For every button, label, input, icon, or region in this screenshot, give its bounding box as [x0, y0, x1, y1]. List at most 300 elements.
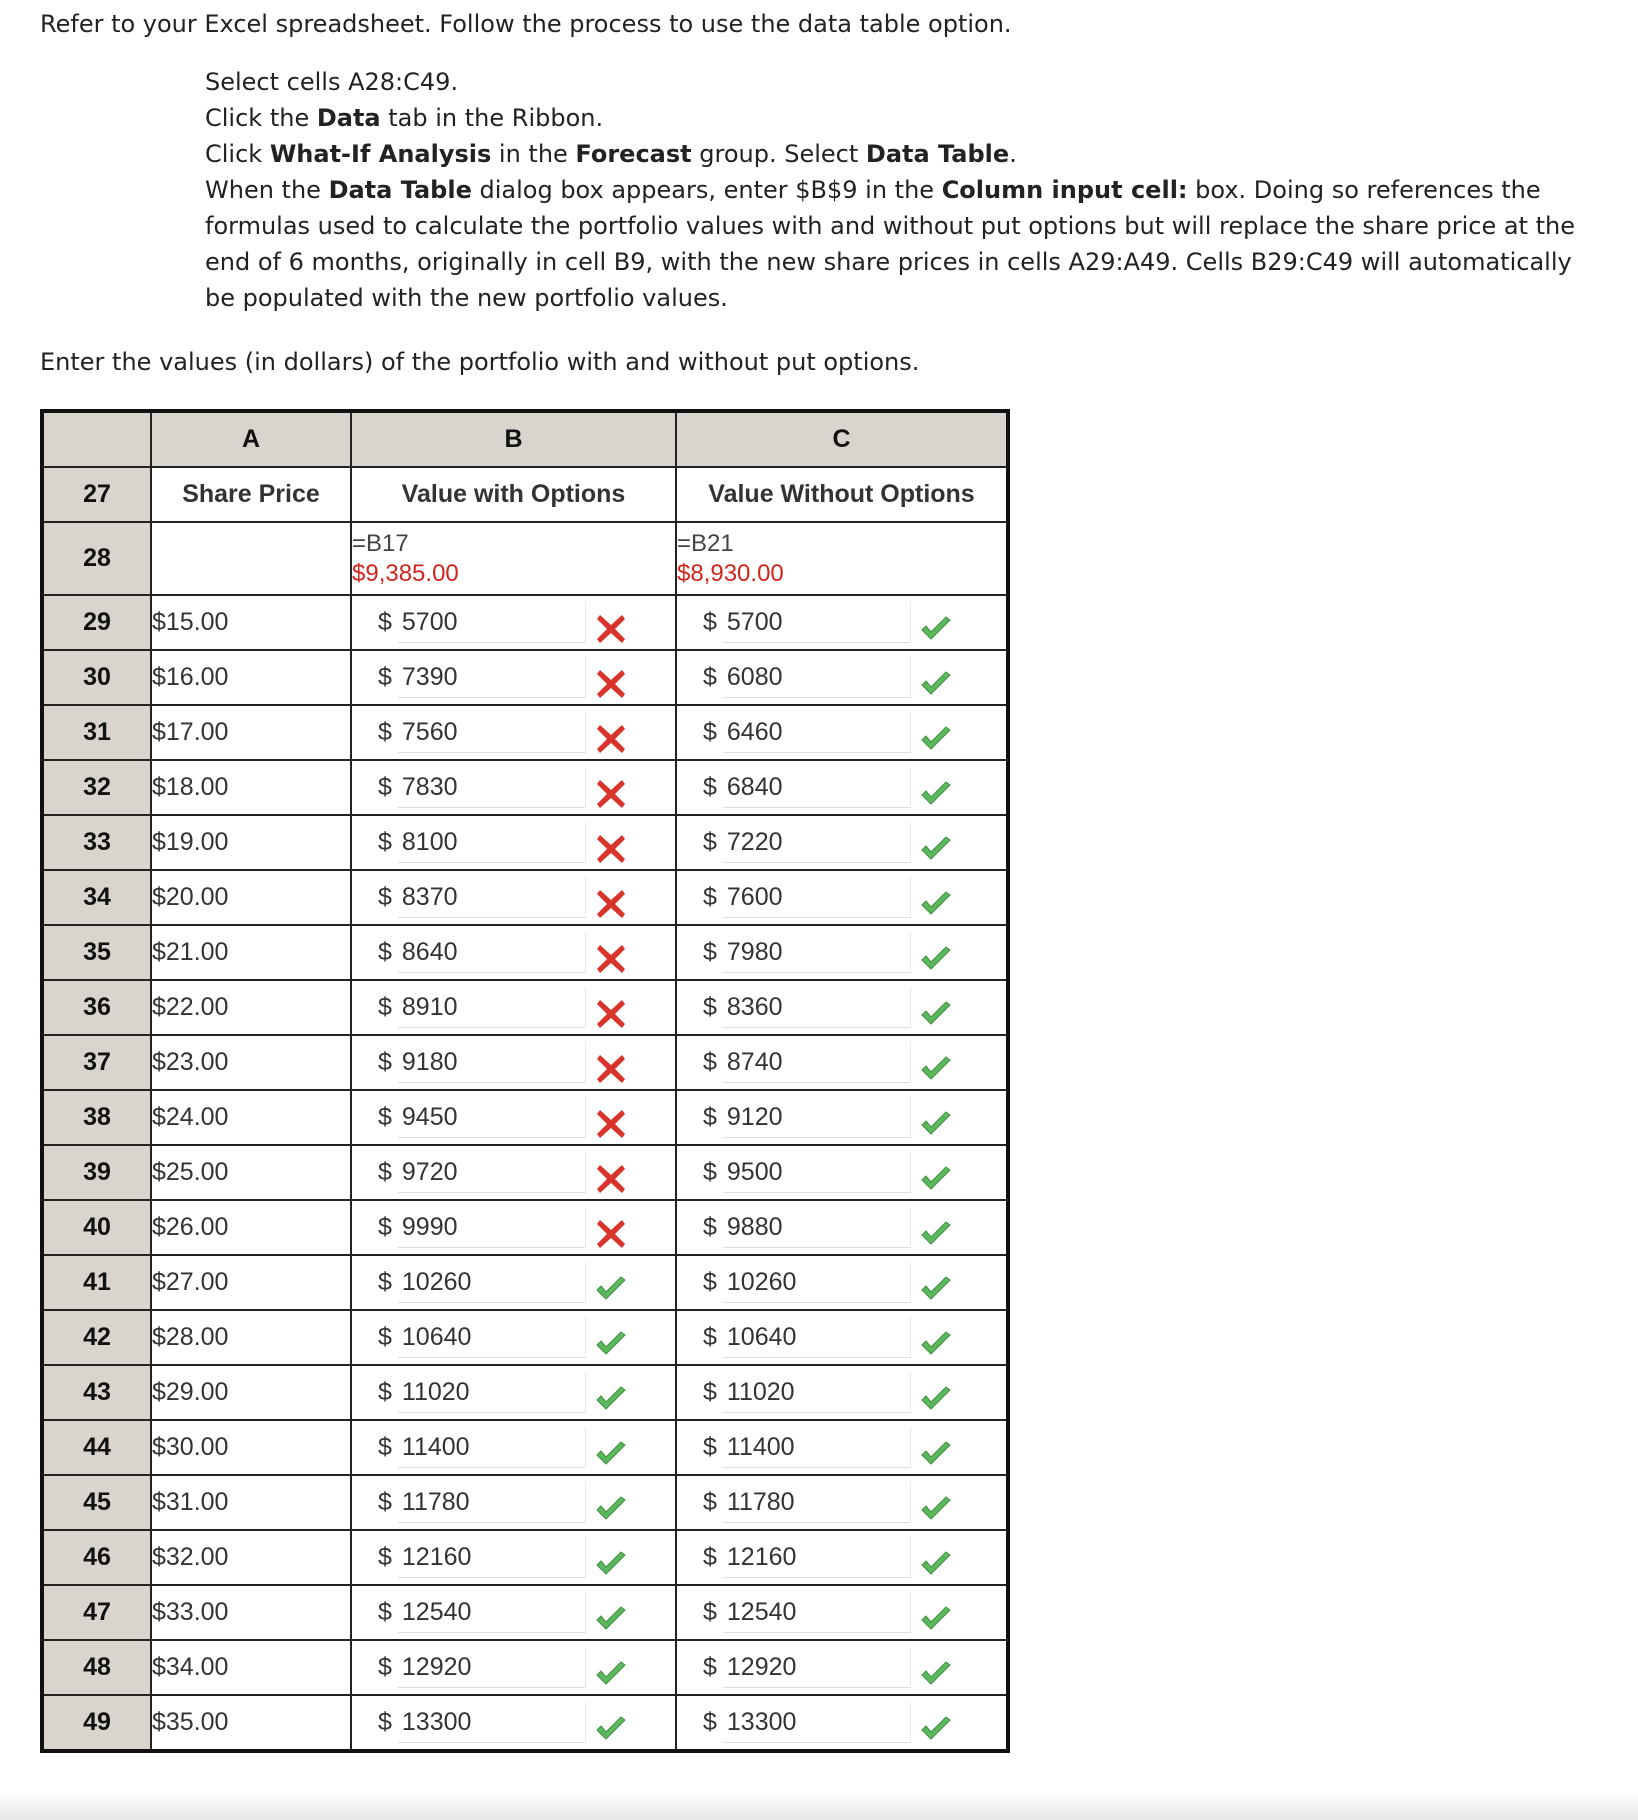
dollar-sign: $ [703, 1543, 717, 1571]
x-icon [594, 722, 628, 756]
table-row [42, 1255, 1008, 1310]
share-price-cell: $21.00 [151, 925, 351, 980]
answer-input[interactable]: 10640 [398, 1317, 586, 1358]
check-icon [594, 1272, 628, 1306]
answer-wrapper [677, 926, 1006, 979]
answer-input[interactable]: 8740 [723, 1042, 911, 1083]
row-number: 49 [42, 1695, 151, 1751]
table-row [42, 522, 1008, 595]
share-price-cell: $23.00 [151, 1035, 351, 1090]
check-icon [919, 887, 953, 921]
share-price-cell: $34.00 [151, 1640, 351, 1695]
page-bottom-fade [0, 1790, 1638, 1820]
dollar-sign: $ [378, 1378, 392, 1406]
answer-wrapper [677, 1366, 1006, 1419]
answer-wrapper [677, 761, 1006, 814]
question-prompt: Enter the values (in dollars) of the portfolio with and without put options. [40, 348, 920, 376]
dollar-sign: $ [378, 663, 392, 691]
dollar-sign: $ [378, 1598, 392, 1626]
value-with-options-cell [351, 1255, 676, 1310]
dollar-sign: $ [378, 1708, 392, 1736]
instruction-step [205, 172, 1605, 316]
dollar-sign: $ [703, 1268, 717, 1296]
table-row [42, 1530, 1008, 1585]
check-icon [594, 1547, 628, 1581]
check-icon [919, 1052, 953, 1086]
answer-input[interactable]: 7980 [723, 932, 911, 973]
answer-input[interactable]: 13300 [398, 1702, 586, 1743]
answer-wrapper [677, 1256, 1006, 1309]
value-without-options-cell [676, 1585, 1008, 1640]
table-row [42, 650, 1008, 705]
table-row [42, 815, 1008, 870]
check-icon [919, 722, 953, 756]
table-row [42, 1585, 1008, 1640]
bold-term: Data Table [328, 176, 472, 204]
value-without-options-cell [676, 870, 1008, 925]
value-with-options-cell [351, 1475, 676, 1530]
row-number: 39 [42, 1145, 151, 1200]
x-icon [594, 667, 628, 701]
answer-input[interactable]: 10640 [723, 1317, 911, 1358]
step-text: dialog box appears, enter $B$9 in the [471, 176, 942, 204]
row-number: 40 [42, 1200, 151, 1255]
dollar-sign: $ [703, 1213, 717, 1241]
table-row [42, 760, 1008, 815]
check-icon [594, 1712, 628, 1746]
row-number: 32 [42, 760, 151, 815]
dollar-sign: $ [703, 883, 717, 911]
value-with-options-header: Value with Options [351, 467, 676, 522]
dollar-sign: $ [378, 608, 392, 636]
check-icon [919, 1217, 953, 1251]
check-icon [919, 1657, 953, 1691]
intro-text: Refer to your Excel spreadsheet. Follow the process to use the data table option. [40, 10, 1012, 38]
dollar-sign: $ [378, 1653, 392, 1681]
row-number: 43 [42, 1365, 151, 1420]
value-without-options-cell [676, 1420, 1008, 1475]
answer-wrapper [352, 1091, 675, 1144]
share-price-cell: $26.00 [151, 1200, 351, 1255]
answer-input[interactable]: 11020 [723, 1372, 911, 1413]
answer-wrapper [352, 1366, 675, 1419]
instruction-step [205, 100, 1605, 136]
dollar-sign: $ [703, 938, 717, 966]
answer-input[interactable]: 11020 [398, 1372, 586, 1413]
bold-term: Forecast [575, 140, 692, 168]
answer-input[interactable]: 9880 [723, 1207, 911, 1248]
dollar-sign: $ [378, 828, 392, 856]
check-icon [919, 667, 953, 701]
row-number: 34 [42, 870, 151, 925]
step-text: box. Doing so references the formulas used to calculate the portfolio values with and without put options but will replace the share price at the end of 6 months, originally in cell B9, with the new share prices in cells A29:A49. Cells B29:C49 will automatically be populated with the new portfolio values. [205, 176, 1575, 312]
share-price-cell: $25.00 [151, 1145, 351, 1200]
table-row [42, 980, 1008, 1035]
instruction-step [205, 136, 1605, 172]
answer-wrapper [352, 981, 675, 1034]
dollar-sign: $ [378, 1488, 392, 1516]
dollar-sign: $ [703, 1433, 717, 1461]
answer-wrapper [677, 871, 1006, 924]
check-icon [594, 1492, 628, 1526]
dollar-sign: $ [378, 1543, 392, 1571]
step-text: tab in the Ribbon. [380, 104, 604, 132]
check-icon [919, 1492, 953, 1526]
answer-input[interactable]: 8370 [398, 877, 586, 918]
value-without-options-cell [676, 1145, 1008, 1200]
answer-wrapper [352, 1531, 675, 1584]
dollar-sign: $ [703, 1598, 717, 1626]
dollar-sign: $ [703, 608, 717, 636]
dollar-sign: $ [703, 1323, 717, 1351]
value-without-options-cell [676, 1640, 1008, 1695]
answer-wrapper [677, 1036, 1006, 1089]
answer-wrapper [352, 596, 675, 649]
check-icon [919, 1602, 953, 1636]
check-icon [594, 1602, 628, 1636]
x-icon [594, 887, 628, 921]
answer-input[interactable]: 7600 [723, 877, 911, 918]
answer-input[interactable]: 5700 [398, 602, 586, 643]
answer-wrapper [352, 1256, 675, 1309]
check-icon [919, 832, 953, 866]
dollar-sign: $ [378, 993, 392, 1021]
dollar-sign: $ [378, 1268, 392, 1296]
row-number: 31 [42, 705, 151, 760]
x-icon [594, 997, 628, 1031]
x-icon [594, 777, 628, 811]
dollar-sign: $ [703, 1653, 717, 1681]
share-price-cell: $20.00 [151, 870, 351, 925]
answer-input[interactable]: 13300 [723, 1702, 911, 1743]
dollar-sign: $ [703, 1488, 717, 1516]
value-without-options-cell [676, 980, 1008, 1035]
share-price-cell: $29.00 [151, 1365, 351, 1420]
answer-wrapper [677, 1586, 1006, 1639]
answer-wrapper [352, 871, 675, 924]
check-icon [919, 942, 953, 976]
dollar-sign: $ [703, 993, 717, 1021]
formula-cell-b28 [351, 522, 676, 595]
table-row [42, 925, 1008, 980]
row-number: 41 [42, 1255, 151, 1310]
answer-wrapper [677, 706, 1006, 759]
value-without-options-cell [676, 815, 1008, 870]
answer-wrapper [677, 816, 1006, 869]
check-icon [594, 1382, 628, 1416]
table-row [42, 1475, 1008, 1530]
table-row [42, 1310, 1008, 1365]
share-price-cell: $32.00 [151, 1530, 351, 1585]
check-icon [919, 1162, 953, 1196]
answer-wrapper [677, 596, 1006, 649]
answer-wrapper [352, 1586, 675, 1639]
answer-input[interactable]: 10260 [723, 1262, 911, 1303]
step-text: Click the [205, 104, 317, 132]
formula-cell-c28 [676, 522, 1008, 595]
row-number: 30 [42, 650, 151, 705]
share-price-cell: $24.00 [151, 1090, 351, 1145]
x-icon [594, 612, 628, 646]
dollar-sign: $ [703, 828, 717, 856]
table-row [42, 1695, 1008, 1751]
value-without-options-cell [676, 595, 1008, 650]
check-icon [919, 1547, 953, 1581]
answer-wrapper [352, 1311, 675, 1364]
check-icon [919, 1382, 953, 1416]
dollar-sign: $ [378, 718, 392, 746]
table-row [42, 1640, 1008, 1695]
check-icon [594, 1657, 628, 1691]
check-icon [919, 1712, 953, 1746]
formula-text: =B21 [677, 529, 734, 557]
value-without-options-cell [676, 925, 1008, 980]
value-with-options-cell [351, 925, 676, 980]
answer-input[interactable]: 11780 [398, 1482, 586, 1523]
bold-term: Column input cell: [941, 176, 1188, 204]
dollar-sign: $ [378, 773, 392, 801]
bold-term: Data [316, 104, 381, 132]
value-without-options-cell [676, 650, 1008, 705]
answer-input[interactable]: 12160 [398, 1537, 586, 1578]
check-icon [919, 777, 953, 811]
table-row [42, 870, 1008, 925]
answer-input[interactable]: 9500 [723, 1152, 911, 1193]
share-price-cell: $30.00 [151, 1420, 351, 1475]
share-price-cell: $19.00 [151, 815, 351, 870]
answer-input[interactable]: 10260 [398, 1262, 586, 1303]
dollar-sign: $ [703, 718, 717, 746]
share-price-cell: $35.00 [151, 1695, 351, 1751]
check-icon [919, 1327, 953, 1361]
check-icon [919, 1107, 953, 1141]
value-with-options-cell [351, 595, 676, 650]
answer-wrapper [677, 1311, 1006, 1364]
answer-input[interactable]: 9990 [398, 1207, 586, 1248]
answer-input[interactable]: 12160 [723, 1537, 911, 1578]
share-price-header: Share Price [151, 467, 351, 522]
answer-wrapper [352, 1421, 675, 1474]
instruction-steps [205, 64, 1605, 316]
dollar-sign: $ [378, 1048, 392, 1076]
dollar-sign: $ [703, 1103, 717, 1131]
column-header-c: C [676, 411, 1008, 467]
check-icon [919, 1437, 953, 1471]
check-icon [919, 1272, 953, 1306]
x-icon [594, 1052, 628, 1086]
check-icon [919, 612, 953, 646]
step-text: When the [205, 176, 329, 204]
step-text: in the [491, 140, 576, 168]
table-row [42, 1420, 1008, 1475]
answer-wrapper [352, 706, 675, 759]
x-icon [594, 832, 628, 866]
column-header-a: A [151, 411, 351, 467]
empty-cell [151, 522, 351, 595]
x-icon [594, 1107, 628, 1141]
dollar-sign: $ [703, 1048, 717, 1076]
formula-value: $8,930.00 [677, 559, 784, 587]
dollar-sign: $ [378, 1433, 392, 1461]
answer-input[interactable]: 6460 [723, 712, 911, 753]
dollar-sign: $ [378, 1103, 392, 1131]
answer-wrapper [352, 1641, 675, 1694]
step-text: Select cells A28:C49. [205, 68, 459, 96]
column-header-row [42, 411, 1008, 467]
share-price-cell: $18.00 [151, 760, 351, 815]
value-with-options-cell [351, 1090, 676, 1145]
row-number: 27 [42, 467, 151, 522]
value-with-options-cell [351, 870, 676, 925]
answer-wrapper [677, 1421, 1006, 1474]
answer-wrapper [677, 981, 1006, 1034]
table-row [42, 1365, 1008, 1420]
answer-wrapper [352, 761, 675, 814]
answer-input[interactable]: 8910 [398, 987, 586, 1028]
value-with-options-cell [351, 1145, 676, 1200]
value-without-options-cell [676, 1310, 1008, 1365]
value-with-options-cell [351, 1365, 676, 1420]
value-with-options-cell [351, 980, 676, 1035]
answer-input[interactable]: 7560 [398, 712, 586, 753]
answer-input[interactable]: 12920 [723, 1647, 911, 1688]
answer-input[interactable]: 9120 [723, 1097, 911, 1138]
answer-input[interactable]: 8100 [398, 822, 586, 863]
row-number: 45 [42, 1475, 151, 1530]
value-with-options-cell [351, 760, 676, 815]
table-row [42, 1145, 1008, 1200]
row-number: 38 [42, 1090, 151, 1145]
dollar-sign: $ [378, 1323, 392, 1351]
table-row [42, 705, 1008, 760]
corner-cell [42, 411, 151, 467]
dollar-sign: $ [703, 773, 717, 801]
value-with-options-cell [351, 1035, 676, 1090]
table-row [42, 467, 1008, 522]
value-with-options-cell [351, 705, 676, 760]
x-icon [594, 942, 628, 976]
step-text: Click [205, 140, 270, 168]
row-number: 46 [42, 1530, 151, 1585]
row-number: 29 [42, 595, 151, 650]
value-without-options-header: Value Without Options [676, 467, 1008, 522]
answer-input[interactable]: 11400 [723, 1427, 911, 1468]
check-icon [594, 1437, 628, 1471]
instruction-step [205, 64, 1605, 100]
dollar-sign: $ [703, 1378, 717, 1406]
answer-input[interactable]: 9450 [398, 1097, 586, 1138]
value-with-options-cell [351, 1310, 676, 1365]
value-with-options-cell [351, 815, 676, 870]
answer-input[interactable]: 11400 [398, 1427, 586, 1468]
table-row [42, 1090, 1008, 1145]
answer-input[interactable]: 12540 [398, 1592, 586, 1633]
value-without-options-cell [676, 1695, 1008, 1751]
row-number: 33 [42, 815, 151, 870]
answer-input[interactable]: 7830 [398, 767, 586, 808]
formula-value: $9,385.00 [352, 559, 459, 587]
answer-wrapper [677, 651, 1006, 704]
step-text: group. Select [691, 140, 866, 168]
bold-term: Data Table [865, 140, 1010, 168]
row-number: 37 [42, 1035, 151, 1090]
dollar-sign: $ [703, 1708, 717, 1736]
answer-input[interactable]: 12540 [723, 1592, 911, 1633]
value-without-options-cell [676, 705, 1008, 760]
check-icon [594, 1327, 628, 1361]
answer-input[interactable]: 7390 [398, 657, 586, 698]
value-with-options-cell [351, 1585, 676, 1640]
row-number: 28 [42, 522, 151, 595]
x-icon [594, 1217, 628, 1251]
answer-wrapper [677, 1476, 1006, 1529]
answer-wrapper [352, 926, 675, 979]
answer-input[interactable]: 12920 [398, 1647, 586, 1688]
answer-wrapper [352, 1476, 675, 1529]
value-with-options-cell [351, 1695, 676, 1751]
answer-input[interactable]: 5700 [723, 602, 911, 643]
share-price-cell: $31.00 [151, 1475, 351, 1530]
x-icon [594, 1162, 628, 1196]
answer-input[interactable]: 9720 [398, 1152, 586, 1193]
answer-wrapper [352, 816, 675, 869]
answer-input[interactable]: 7220 [723, 822, 911, 863]
spreadsheet-table [40, 409, 1010, 1753]
row-number: 44 [42, 1420, 151, 1475]
answer-input[interactable]: 6080 [723, 657, 911, 698]
value-without-options-cell [676, 1035, 1008, 1090]
value-without-options-cell [676, 1365, 1008, 1420]
formula-text: =B17 [352, 529, 409, 557]
row-number: 36 [42, 980, 151, 1035]
answer-input[interactable]: 6840 [723, 767, 911, 808]
value-without-options-cell [676, 1475, 1008, 1530]
share-price-cell: $16.00 [151, 650, 351, 705]
value-with-options-cell [351, 650, 676, 705]
share-price-cell: $28.00 [151, 1310, 351, 1365]
answer-wrapper [352, 1036, 675, 1089]
value-with-options-cell [351, 1530, 676, 1585]
share-price-cell: $27.00 [151, 1255, 351, 1310]
answer-input[interactable]: 11780 [723, 1482, 911, 1523]
row-number: 42 [42, 1310, 151, 1365]
share-price-cell: $33.00 [151, 1585, 351, 1640]
answer-wrapper [352, 1146, 675, 1199]
value-without-options-cell [676, 1200, 1008, 1255]
value-without-options-cell [676, 760, 1008, 815]
dollar-sign: $ [703, 663, 717, 691]
answer-input[interactable]: 8640 [398, 932, 586, 973]
row-number: 35 [42, 925, 151, 980]
value-with-options-cell [351, 1640, 676, 1695]
answer-input[interactable]: 9180 [398, 1042, 586, 1083]
column-header-b: B [351, 411, 676, 467]
value-with-options-cell [351, 1420, 676, 1475]
step-text: . [1009, 140, 1017, 168]
answer-wrapper [352, 651, 675, 704]
answer-wrapper [677, 1146, 1006, 1199]
share-price-cell: $22.00 [151, 980, 351, 1035]
answer-input[interactable]: 8360 [723, 987, 911, 1028]
dollar-sign: $ [378, 883, 392, 911]
answer-wrapper [677, 1201, 1006, 1254]
answer-wrapper [677, 1641, 1006, 1694]
dollar-sign: $ [378, 1213, 392, 1241]
answer-wrapper [352, 1201, 675, 1254]
row-number: 47 [42, 1585, 151, 1640]
answer-wrapper [352, 1696, 675, 1749]
answer-wrapper [677, 1696, 1006, 1749]
